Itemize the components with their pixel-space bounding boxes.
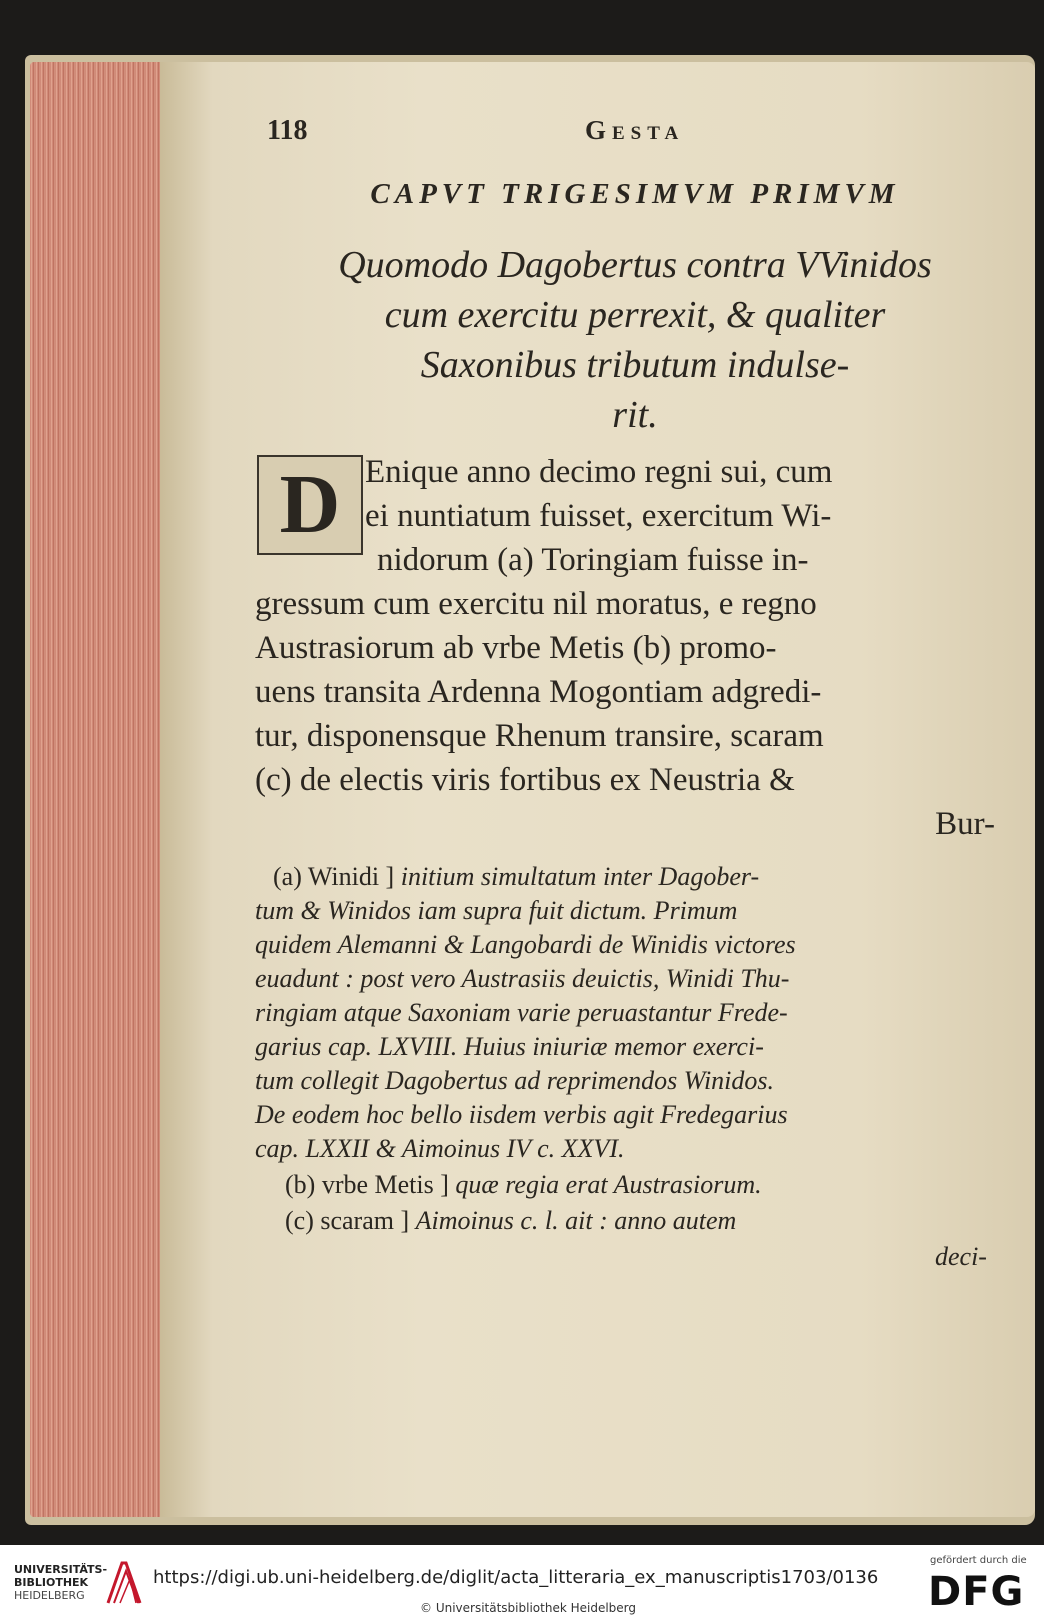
footnote-line bbox=[273, 860, 759, 894]
footnote-text: ringiam atque Saxoniam varie peruastantur Frede- bbox=[255, 998, 788, 1027]
chapter-title-line: Saxonibus tributum indulse- bbox=[420, 344, 850, 386]
body-line: Enique anno decimo regni sui, cum bbox=[365, 454, 833, 490]
footnote-text: initium simultatum inter Dagober- bbox=[400, 862, 760, 891]
footnote-line bbox=[255, 928, 796, 962]
drop-cap-letter: D bbox=[279, 458, 341, 551]
footnote-catchword bbox=[935, 1240, 987, 1274]
footnote-text: garius cap. LXVIII. Huius iniuriæ memor exerci- bbox=[255, 1032, 764, 1061]
footnote-line bbox=[255, 1064, 774, 1098]
body-line: Austrasiorum ab vrbe Metis (b) promo- bbox=[255, 630, 777, 666]
chapter-title-line: rit. bbox=[612, 394, 658, 436]
footer-bar bbox=[0, 1545, 1044, 1623]
running-head: Gesta bbox=[585, 115, 685, 145]
footnote-ref: (c) scaram ] bbox=[285, 1206, 410, 1235]
footnote-line bbox=[255, 1098, 788, 1132]
footnote-text: euadunt : post vero Austrasiis deuictis, Winidi Thu- bbox=[255, 964, 790, 993]
page-text bbox=[255, 100, 1015, 1350]
footnote-text: quæ regia erat Austrasiorum. bbox=[455, 1170, 762, 1199]
footnote-line bbox=[255, 962, 789, 996]
footnote-text: tum & Winidos iam supra fuit dictum. Primum bbox=[255, 896, 738, 925]
footnote-line bbox=[285, 1168, 762, 1202]
footnote-text: cap. LXXII & Aimoinus IV c. XXVI. bbox=[255, 1134, 625, 1163]
footnote-ref: (b) vrbe Metis ] bbox=[285, 1170, 449, 1199]
chapter-heading: CAPVT TRIGESIMVM PRIMVM bbox=[370, 178, 900, 210]
chapter-title-line: Quomodo Dagobertus contra VVinidos bbox=[338, 244, 932, 286]
chapter-title-line: cum exercitu perrexit, & qualiter bbox=[384, 294, 886, 336]
library-logo-icon[interactable] bbox=[104, 1559, 144, 1607]
body-line: gressum cum exercitu nil moratus, e regno bbox=[255, 586, 817, 622]
footnote-text: Aimoinus c. l. ait : anno autem bbox=[415, 1206, 737, 1235]
permalink-url[interactable]: https://digi.ub.uni-heidelberg.de/diglit/acta_litteraria_ex_manuscriptis1703/0136 bbox=[153, 1567, 879, 1588]
footnote-text: tum collegit Dagobertus ad reprimendos Winidos. bbox=[255, 1066, 775, 1095]
catchword: Bur- bbox=[935, 806, 995, 842]
footnote-text: De eodem hoc bello iisdem verbis agit Fredegarius bbox=[255, 1100, 788, 1129]
footnote-text: deci- bbox=[935, 1242, 987, 1271]
funding-label: gefördert durch die bbox=[930, 1555, 1027, 1566]
footnote-line bbox=[285, 1204, 736, 1238]
footnote-text: quidem Alemanni & Langobardi de Winidis victores bbox=[255, 930, 796, 959]
library-name-line: HEIDELBERG bbox=[14, 1589, 85, 1602]
body-line: tur, disponensque Rhenum transire, scaram bbox=[255, 718, 824, 754]
chapter-title bbox=[255, 240, 1015, 440]
dfg-logo[interactable]: DFG bbox=[928, 1569, 1025, 1615]
copyright-notice: © Universitätsbibliothek Heidelberg bbox=[420, 1601, 637, 1615]
page-header bbox=[255, 115, 1015, 155]
body-line: ei nuntiatum fuisset, exercitum Wi- bbox=[365, 498, 832, 534]
footnote-ref: (a) Winidi ] bbox=[273, 862, 395, 891]
body-line: nidorum (a) Toringiam fuisse in- bbox=[377, 542, 809, 578]
footnote-line bbox=[255, 996, 788, 1030]
body-line: (c) de electis viris fortibus ex Neustria & bbox=[255, 762, 795, 798]
page-number: 118 bbox=[267, 115, 308, 146]
footnote-line bbox=[255, 1030, 764, 1064]
footnote-line bbox=[255, 1132, 624, 1166]
library-name-line: UNIVERSITÄTS- bbox=[14, 1563, 108, 1576]
library-logo-text[interactable] bbox=[14, 1563, 107, 1602]
footnote-line bbox=[255, 894, 737, 928]
drop-cap-initial bbox=[257, 455, 363, 555]
library-name-line: BIBLIOTHEK bbox=[14, 1576, 89, 1589]
body-line: uens transita Ardenna Mogontiam adgredi- bbox=[255, 674, 822, 710]
